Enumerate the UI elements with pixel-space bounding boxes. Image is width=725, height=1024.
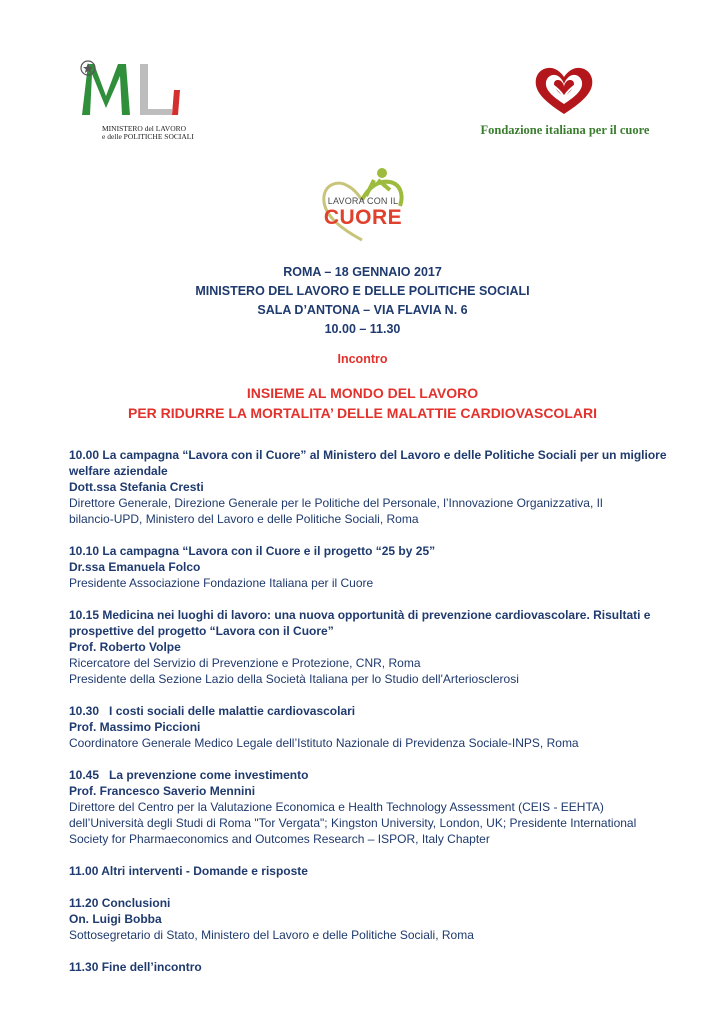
event-time: 10.00 – 11.30 [324,322,401,336]
emblem-icon [80,60,96,76]
speaker-role: Direttore del Centro per la Valutazione Economica e Health Technology Assessment (CEIS - EEHTA) [69,800,604,814]
speaker-role: Direttore Generale, Direzione Generale per le Politiche del Personale, l’Innovazione Organizzativa, Il [69,496,603,510]
program-item [69,447,669,527]
speaker-name: Dott.ssa Stefania Cresti [69,480,204,494]
speaker-name: Prof. Francesco Saverio Mennini [69,784,256,798]
speaker-role: Presidente Associazione Fondazione Italiana per il Cuore [69,576,374,590]
fondazione-logo [470,64,660,144]
program-item-title: 10.10 La campagna “Lavora con il Cuore e il progetto “25 by 25” [69,544,436,558]
program-item [69,767,669,847]
event-kicker: Incontro [337,352,388,366]
program-item-title: 11.30 Fine dell’incontro [69,960,202,974]
speaker-role: Presidente della Sezione Lazio della Società Italiana per lo Studio dell'Arteriosclerosi [69,672,519,686]
speaker-role: bilancio-UPD, Ministero del Lavoro e delle Politiche Sociali, Roma [69,512,419,526]
ministero-logo-text: MINISTERO del LAVORO e delle POLITICHE SOCIALI [102,124,194,141]
lavora-logo-top-text: LAVORA CON IL [327,196,399,206]
program-item-title: prospettive del progetto “Lavora con il Cuore” [69,624,334,638]
program-item [69,543,669,591]
speaker-role: Society for Pharmaeconomics and Outcomes Research – ISPOR, Italy Chapter [69,832,490,846]
event-venue: MINISTERO DEL LAVORO E DELLE POLITICHE SOCIALI [195,284,530,298]
event-title-line: INSIEME AL MONDO DEL LAVORO [246,385,479,401]
speaker-role: Coordinatore Generale Medico Legale dell’Istituto Nazionale di Previdenza Sociale-INPS, Roma [69,736,579,750]
program-item-title: 10.15 Medicina nei luoghi di lavoro: una nuova opportunità di prevenzione cardiovascolare. Risultati e [69,608,651,622]
program-item-title: 10.45 La prevenzione come investimento [69,768,309,782]
program-item-title: 10.00 La campagna “Lavora con il Cuore” al Ministero del Lavoro e delle Politiche Sociali per un migliore [69,448,667,462]
heart-knot-icon [532,64,596,116]
event-title-line: PER RIDURRE LA MORTALITA’ DELLE MALATTIE CARDIOVASCOLARI [128,405,597,421]
ml-monogram-icon [80,60,190,120]
program-item [69,863,669,879]
program-list [69,447,669,991]
program-item [69,895,669,943]
program-item [69,607,669,687]
speaker-role: dell’Università degli Studi di Roma "Tor Vergata"; Kingston University, London, UK; Presidente International [69,816,637,830]
event-room: SALA D’ANTONA – VIA FLAVIA N. 6 [257,303,468,317]
program-item [69,703,669,751]
fondazione-logo-text: Fondazione italiana per il cuore [480,123,650,137]
speaker-role: Sottosegretario di Stato, Ministero del Lavoro e delle Politiche Sociali, Roma [69,928,474,942]
speaker-name: On. Luigi Bobba [69,912,162,926]
event-title [0,383,725,423]
program-item-title: 11.00 Altri interventi - Domande e risposte [69,864,308,878]
program-item-title: 11.20 Conclusioni [69,896,171,910]
speaker-name: Prof. Roberto Volpe [69,640,181,654]
ministero-logo [80,60,200,150]
event-date: ROMA – 18 GENNAIO 2017 [283,265,442,279]
speaker-name: Dr.ssa Emanuela Folco [69,560,201,574]
program-item-title: 10.30 I costi sociali delle malattie cardiovascolari [69,704,356,718]
lavora-logo-cuore-text: CUORE [323,206,403,229]
program-item-title: welfare aziendale [69,464,168,478]
program-item [69,959,669,975]
lavora-con-il-cuore-logo [316,166,408,244]
speaker-role: Ricercatore del Servizio di Prevenzione e Protezione, CNR, Roma [69,656,421,670]
event-header [0,263,725,339]
speaker-name: Prof. Massimo Piccioni [69,720,201,734]
